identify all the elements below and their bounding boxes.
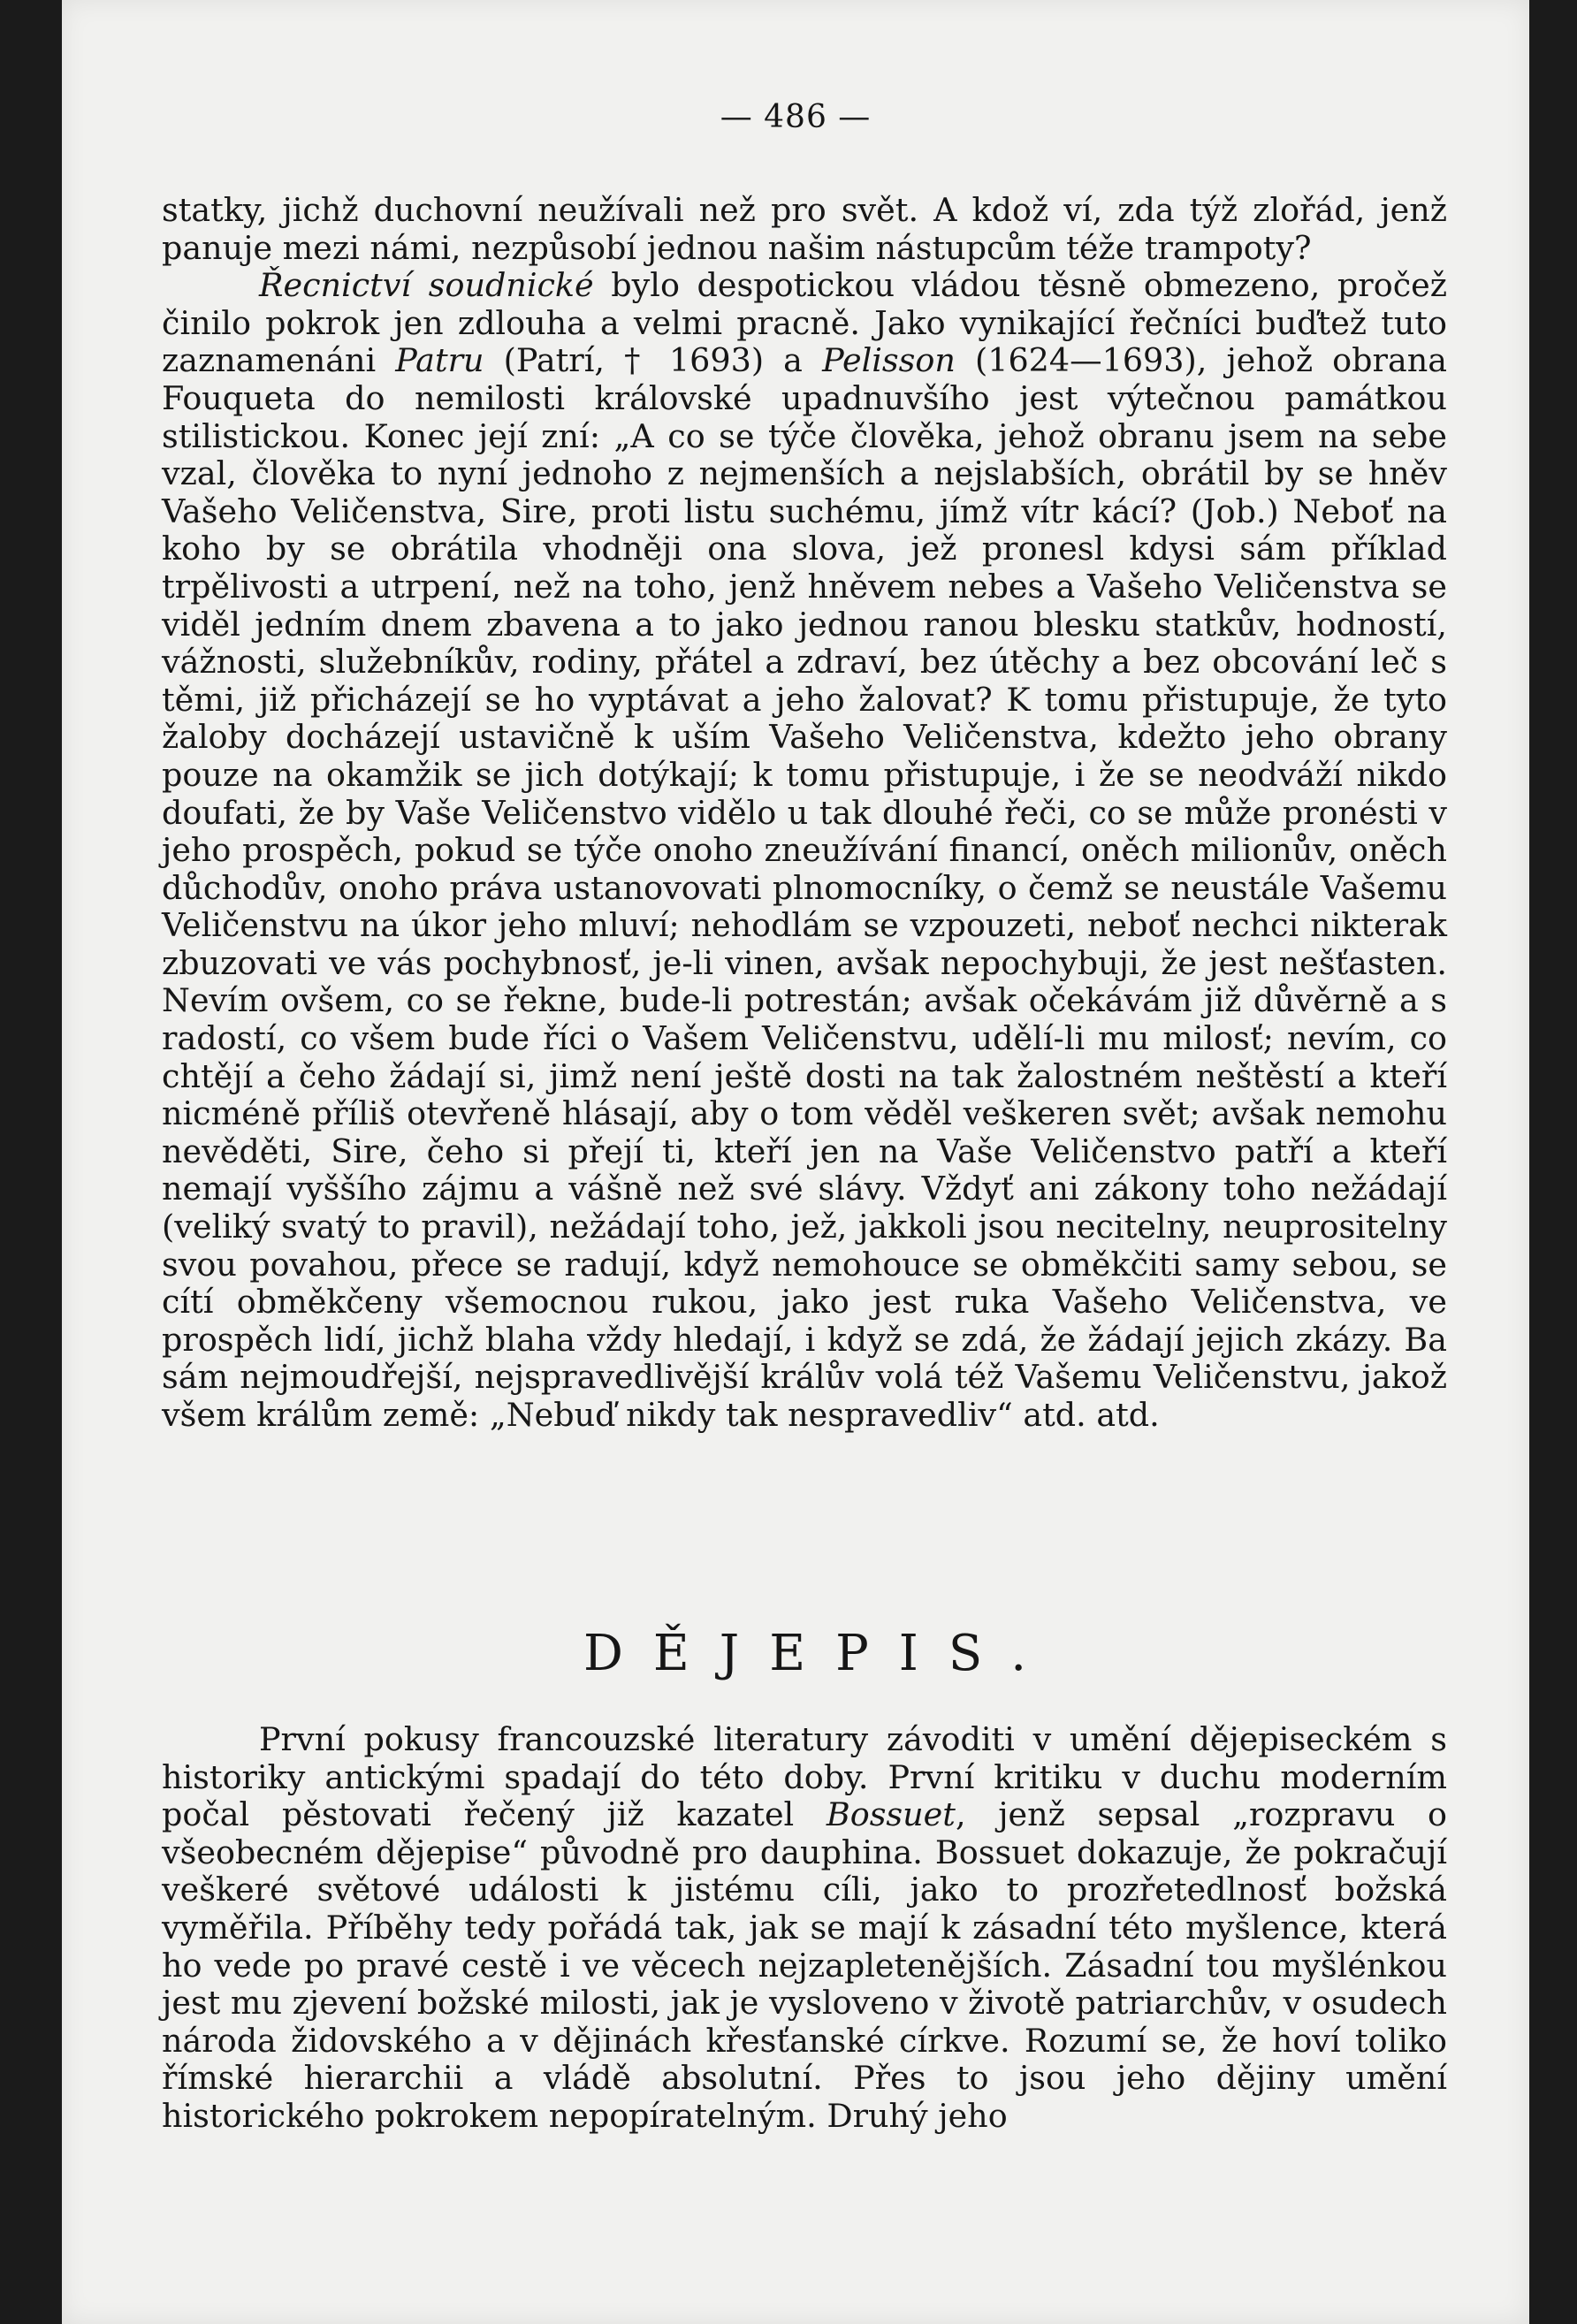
italic-name-patru: Patru	[395, 341, 484, 380]
paragraph-history	[162, 1721, 1447, 2136]
text-run: (1624—1693), jehož obrana Fouqueta do nemilosti královské upadnuvšího jest výtečnou památkou stilistickou. Konec její zní: „A co se týče člověka, jehož obranu jsem na sebe vzal, člověka to nyní jednoho z nejmenších a nejslabších, obrátil by se hněv Vašeho Veličenstva, Sire, proti listu suchému, jímž vítr kácí? (Job.) Neboť na koho by se obrátila vhodněji ona slova, jež pronesl kdysi sám příklad trpělivosti a utrpení, než na toho, jenž hněvem nebes a Vašeho Veličenstva se viděl jedním dnem zbavena a to jako jednou ranou blesku statkův, hodností, vážnosti, služebníkův, rodiny, přátel a zdraví, bez útěchy a bez obcování leč s těmi, již přicházejí se ho vyptávat a jeho žalovat? K tomu přistupuje, že tyto žaloby docházejí ustavičně k uším Vašeho Veličenstva, kdežto jeho obrany pouze na okamžik se jich dotýkají; k tomu přistupuje, i že se neodváží nikdo doufati, že by Vaše Veličenstvo vidělo u tak dlouhé řeči, co se může pronésti v jeho prospěch, pokud se týče onoho zneužívání financí, oněch milionův, oněch důchodův, onoho práva ustanovovati plnomocníky, o čemž se neustále Vašemu Veličenstvu na úkor jeho mluví; nehodlám se vzpouzeti, neboť nechci nikterak zbuzovati ve vás pochybnosť, je-li vinen, avšak nepochybuji, že jest nešťasten. Nevím ovšem, co se řekne, bude-li potrestán; avšak očekávám již důvěrně a s radostí, co všem bude říci o Vašem Veličenstvu, udělí-li mu milosť; nevím, co chtějí a čeho žádají si, jimž není ještě dosti na tak žalostném neštěstí a kteří nicméně příliš otevřeně hlásají, aby o tom věděl veškeren svět; avšak nemohu nevěděti, Sire, čeho si přejí ti, kteří jen na Vaše Veličenstvo patří a kteří nemají vyššího zájmu a vášně než své slávy. Vždyť ani zákony toho nežádají (veliký svatý to pravil), nežádají toho, jež, jakkoli jsou necitelny, neuprositelny svou povahou, přece se radují, když nemohouce se obměkčiti samy sebou, se cítí obměkčeny všemocnou rukou, jako jest ruka Vašeho Veličenstva, ve prospěch lidí, jichž blaha vždy hledají, i když se zdá, že žádají jejich zkázy. Ba sám nejmoudřejší, nejspravedlivější králův volá též Vašemu Veličenstvu, jakož všem králům země: „Nebuď nikdy tak nespravedliv“ atd. atd.	[162, 341, 1447, 1434]
text-run: První pokusy francouzské literatury závoditi v umění dějepiseckém s historiky antickými spadají do této doby. První kritiku v duchu moderním počal pěstovati řečený již kazatel	[162, 1720, 1447, 1834]
text-run: statky, jichž duchovní neužívali než pro svět. A kdož ví, zda týž zlořád, jenž panuje mezi námi, nezpůsobí jednou našim nástupcům téže trampoty?	[162, 191, 1447, 267]
italic-term-rhetoric: Řecnictví soudnické	[259, 266, 594, 305]
text-run: bylo despotickou vládou těsně obmezeno, pročež činilo pokrok jen zdlouha a velmi pracně. Jako vynikající řečníci buďtež tuto zaznamenáni	[162, 266, 1447, 380]
book-page	[62, 0, 1529, 2324]
text-run: , jenž sepsal „rozpravu o všeobecném dějepise“ původně pro dauphina. Bossuet dokazuje, že pokračují veškeré světové události k jistému cíli, jako to prozřetedlnosť božská vyměřila. Příběhy tedy pořádá tak, jak se mají k zásadní této myšlence, která ho vede po pravé cestě i ve věcech nejzapletenějších. Zásadní tou myšlénkou jest mu zjevení božské milosti, jak je vysloveno v životě patriarchův, v osudech národa židovského a v dějinách křesťanské církve. Rozumí se, že hoví toliko římské hierarchii a vládě absolutní. Přes to jsou jeho dějiny umění historického pokrokem nepopíratelným. Druhý jeho	[162, 1795, 1447, 2135]
italic-name-pelisson: Pelisson	[822, 341, 956, 380]
paragraph-oratory	[162, 192, 1447, 1435]
italic-name-bossuet: Bossuet	[826, 1795, 956, 1834]
section-heading: DĚJEPIS.	[583, 1625, 1057, 1682]
text-run: (Patrí, † 1693) a	[484, 341, 823, 380]
page-number: — 486 —	[720, 99, 872, 135]
